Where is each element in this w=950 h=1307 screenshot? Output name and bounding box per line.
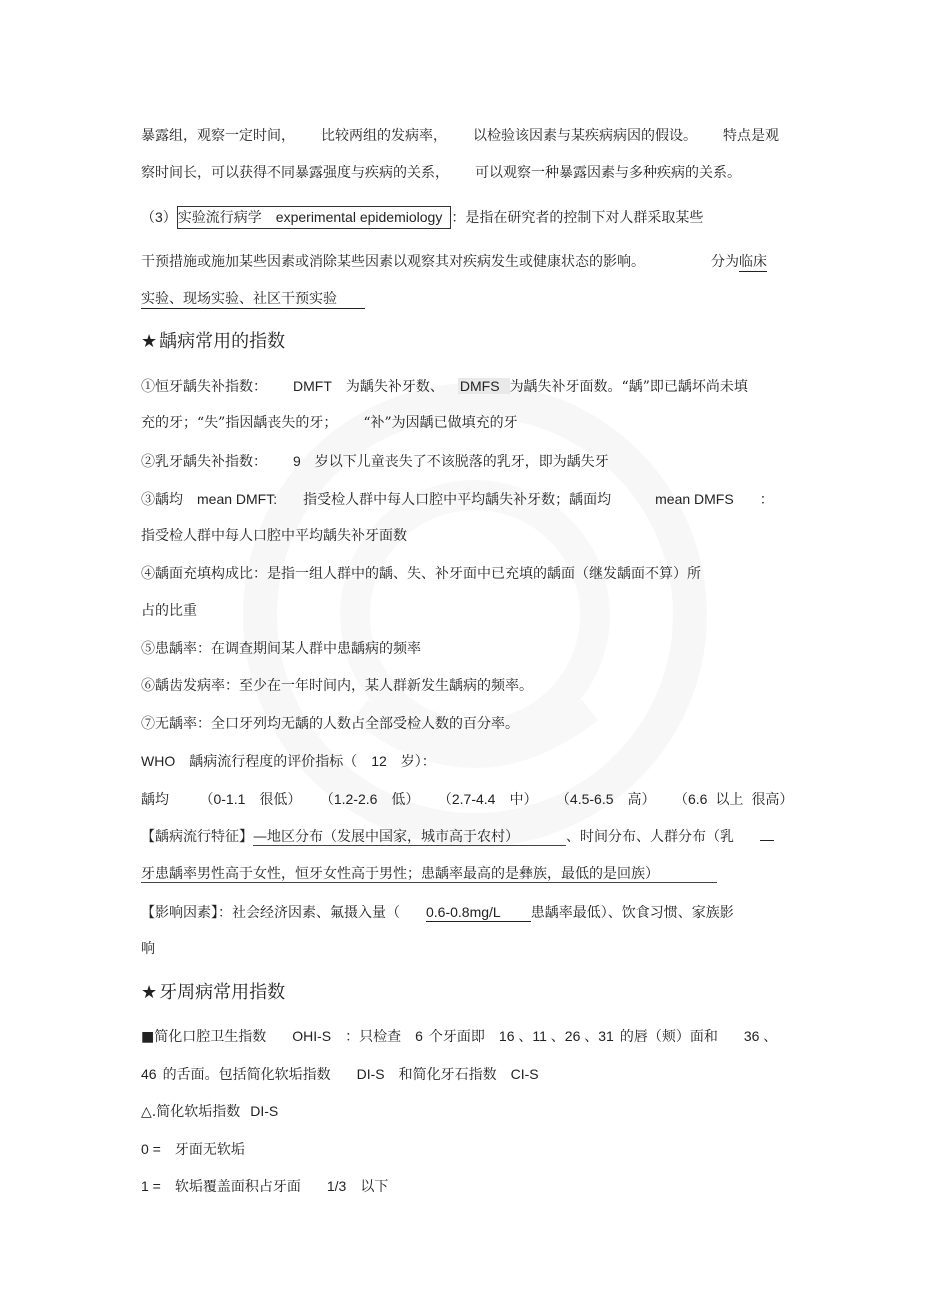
text-span: （: [199, 792, 214, 808]
underlined-text: 牙患龋率男性高于女性，恒牙女性高于男性；患龋率最高的是彝族，最低的是回族）: [141, 866, 717, 883]
text-span: 9: [293, 453, 301, 469]
text-span: （: [319, 792, 334, 808]
paragraph-line: [141, 676, 533, 696]
text-span: 充的牙；“失”指因龋丧失的牙；: [141, 415, 338, 431]
text-span: 很低）: [259, 792, 302, 808]
term-chinese: 实验流行病学: [177, 210, 262, 226]
underlined-text: 临床: [739, 254, 767, 270]
text-span: 指受检人群中每人口腔中平均龋失补牙数；龋面均: [303, 492, 612, 508]
text-span: 龋均: [141, 792, 169, 808]
star-icon: ★: [141, 331, 158, 352]
underlined-text: —地区分布（发展中国家，城市高于农村）: [253, 829, 566, 846]
paragraph-line: [141, 163, 741, 183]
paragraph-line: [141, 1139, 245, 1160]
text-span: DMFT: [293, 378, 332, 394]
text-span: ：只检查: [345, 1029, 402, 1045]
paragraph-line: [141, 789, 793, 810]
paragraph-line: [141, 939, 155, 959]
text-span: CI-S: [510, 1066, 539, 1082]
text-span: 牙面无软垢: [174, 1142, 245, 1158]
text-span: 软垢覆盖面积占牙面: [174, 1179, 301, 1195]
text-span: DI-S: [250, 1103, 279, 1119]
text-span: 16 、11 、26 、31: [498, 1028, 614, 1044]
heading-title: 牙周病常用指数: [159, 982, 286, 1003]
text-span: ⑤患龋率：在调查期间某人群中患龋病的频率: [141, 641, 421, 657]
text-span: 1/3: [326, 1178, 347, 1194]
text-span: ：是指在研究者的控制下对人群采取某些: [451, 210, 704, 226]
text-span: 指受检人群中每人口腔中平均龋失补牙面数: [141, 528, 407, 544]
text-span: 比较两组的发病率，: [321, 128, 447, 144]
text-span: 和简化牙石指数: [398, 1067, 497, 1083]
paragraph-line: [141, 252, 767, 272]
paragraph-line: [141, 751, 436, 772]
paragraph-line: [141, 864, 717, 884]
text-span: 可以观察一种暴露因素与多种疾病的关系。: [475, 165, 741, 181]
text-span: 龋病流行程度的评价指标（: [189, 754, 358, 770]
paragraph-line: [141, 639, 421, 659]
paragraph-line: [141, 1064, 539, 1085]
text-span: 4.5-6.5: [569, 791, 614, 807]
underlined-value: 0.6-0.8mg/L: [426, 904, 531, 922]
paragraph-line: [141, 376, 748, 397]
paragraph-line: [141, 601, 197, 621]
text-span: 的唇（颊）面和: [619, 1029, 718, 1045]
highlighted-text: DMFS: [458, 378, 510, 394]
paragraph-line: [141, 1176, 388, 1197]
paragraph-line: [141, 489, 774, 510]
text-span: 以上: [715, 792, 744, 808]
text-span: 很高）: [751, 792, 794, 808]
text-span: ④龋面充填构成比：是指一组人群中的龋、失、补牙面中已充填的龋面（继发龋面不算）所: [141, 566, 701, 582]
text-span: 察时间长，可以获得不同暴露强度与疾病的关系，: [141, 165, 449, 181]
text-span: OHI-S: [292, 1028, 332, 1044]
text-span: ③龋均: [141, 492, 183, 508]
paragraph-line: [141, 526, 407, 546]
text-span: 1 =: [141, 1178, 161, 1194]
underline-mark: [760, 839, 774, 841]
paragraph-line: [141, 714, 519, 734]
paragraph-line: [141, 289, 365, 309]
bracket-label: 【龋病流行特征】: [141, 829, 253, 845]
section-heading: [141, 330, 285, 354]
text-span: 低）: [391, 792, 420, 808]
bracket-label: 【影响因素】: [141, 905, 218, 921]
section-heading: [141, 981, 285, 1005]
text-span: 为龋失补牙面数。“龋”即已龋坏尚未填: [509, 379, 748, 395]
text-span: mean DMFS: [655, 491, 734, 507]
paragraph-line: [141, 564, 701, 584]
text-span: 分为: [711, 254, 739, 270]
paragraph-line: [141, 902, 734, 923]
text-span: 12: [371, 753, 387, 769]
term-box: [177, 206, 452, 229]
text-span: ：社会经济因素、氟摄入量（: [218, 905, 400, 921]
text-span: 干预措施或施加某些因素或消除某些因素以观察其对疾病发生或健康状态的影响。: [141, 254, 645, 270]
text-span: 占的比重: [141, 603, 197, 619]
text-span: 、时间分布、人群分布（乳: [566, 829, 734, 845]
text-span: 6: [415, 1028, 423, 1044]
paragraph-line: [141, 451, 609, 472]
text-span: 6.6: [687, 791, 708, 807]
text-span: mean DMFT:: [197, 491, 278, 507]
text-span: WHO: [141, 753, 176, 769]
text-span: 个牙面即: [428, 1029, 485, 1045]
text-span: 中）: [509, 792, 538, 808]
text-span: 1.2-2.6: [333, 791, 378, 807]
paragraph-line: [141, 413, 518, 433]
text-span: 岁）：: [400, 754, 436, 770]
text-span: 响: [141, 941, 155, 957]
text-span: 为龋失补牙数、: [345, 379, 444, 395]
text-span: ①恒牙龋失补指数：: [141, 379, 267, 395]
text-span: （: [437, 792, 452, 808]
underlined-text: 实验、现场实验、社区干预实验: [141, 291, 365, 309]
paragraph-line: [141, 1026, 777, 1047]
text-span: ⑥龋齿发病率：至少在一年时间内，某人群新发生龋病的频率。: [141, 678, 533, 694]
section-number: （3）: [141, 209, 177, 225]
paragraph-line: [141, 1101, 278, 1122]
text-span: 患龋率最低）、饮食习惯、家族影: [530, 905, 734, 921]
text-span: DI-S: [356, 1066, 385, 1082]
text-span: 岁以下儿童丧失了不该脱落的乳牙，即为龋失牙: [314, 454, 609, 470]
paragraph-line: [141, 827, 774, 847]
text-span: ②乳牙龋失补指数：: [141, 454, 267, 470]
paragraph-line: [141, 206, 703, 229]
star-icon: ★: [141, 982, 158, 1003]
text-span: （: [673, 792, 688, 808]
text-span: △.简化软垢指数: [141, 1104, 241, 1120]
text-span: 暴露组，观察一定时间，: [141, 128, 295, 144]
text-span: 2.7-4.4: [451, 791, 496, 807]
paragraph-line: [141, 126, 779, 146]
heading-title: 龋病常用的指数: [159, 331, 286, 352]
text-span: 0 =: [141, 1141, 161, 1157]
text-span: 以检验该因素与某疾病病因的假设。: [473, 128, 697, 144]
text-span: ■简化口腔卫生指数: [141, 1029, 267, 1045]
text-span: 36 、: [743, 1028, 778, 1044]
text-span: 46: [141, 1066, 157, 1082]
text-span: ：: [759, 492, 774, 508]
text-span: （: [555, 792, 570, 808]
text-span: 以下: [360, 1179, 389, 1195]
text-span: “补”为因龋已做填充的牙: [363, 415, 518, 431]
text-span: 0-1.1: [213, 791, 246, 807]
text-span: 高）: [627, 792, 656, 808]
term-english: experimental epidemiology: [275, 209, 443, 225]
text-span: 的舌面。包括简化软垢指数: [162, 1067, 331, 1083]
text-span: 特点是观: [723, 128, 779, 144]
text-span: ⑦无龋率：全口牙列均无龋的人数占全部受检人数的百分率。: [141, 716, 519, 732]
